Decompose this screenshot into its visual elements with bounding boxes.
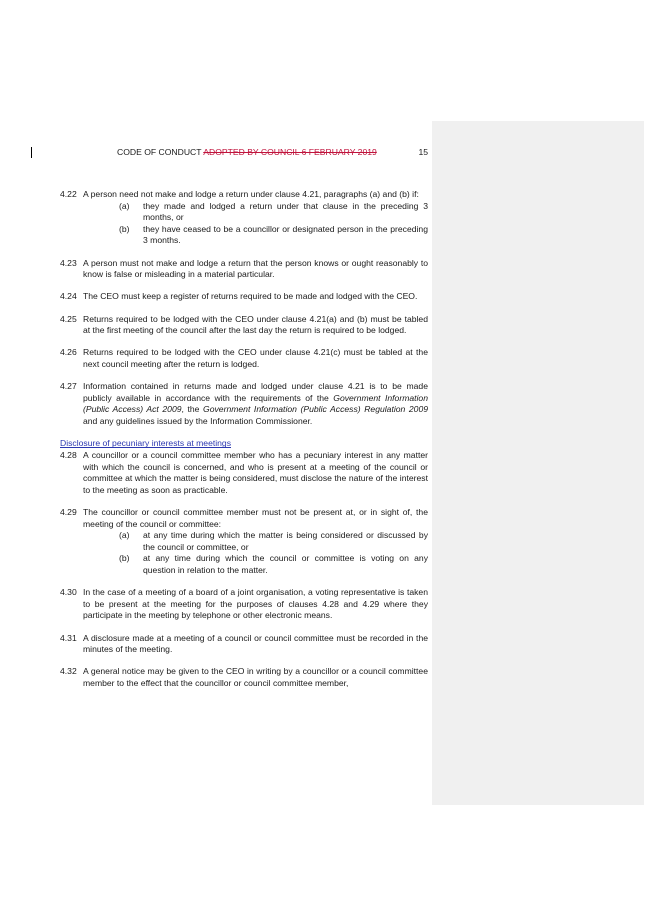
clause-text: Returns required to be lodged with the CEO under clause 4.21(c) must be tabled at the next council meeting after the return is lodged. (83, 347, 428, 369)
document-body (60, 189, 428, 700)
clause-number: 4.25 (60, 313, 77, 324)
clause-text: The CEO must keep a register of returns required to be made and lodged with the CEO. (83, 291, 418, 302)
section-heading: Disclosure of pecuniary interests at meetings (60, 438, 231, 449)
clause-number: 4.22 (60, 189, 77, 199)
page-number: 15 (418, 147, 428, 157)
clause-number: 4.30 (60, 587, 77, 598)
clause-number: 4.29 (60, 507, 77, 518)
clause-number: 4.27 (60, 381, 77, 392)
clause-4-32 (60, 666, 428, 689)
clause-4-23 (60, 258, 428, 281)
clause-text: A person need not make and lodge a return under clause 4.21, paragraphs (a) and (b) if: (83, 189, 419, 199)
clause-number: 4.28 (60, 450, 77, 461)
clause-4-26 (60, 347, 428, 370)
clause-text: Returns required to be lodged with the CEO under clause 4.21(a) and (b) must be tabled at the first meeting of the council after the last day the return is required to be lodged. (83, 313, 428, 336)
subclause-b: (b) at any time during which the council or committee is voting on any question in relation to the matter. (119, 553, 428, 575)
clause-4-29 (60, 507, 428, 577)
clause-number: 4.31 (60, 632, 77, 643)
comment-pane (432, 121, 644, 805)
clause-4-24 (60, 291, 428, 303)
clause-text: Information contained in returns made and lodged under clause 4.21 is to be made publicly available in accordance with the requirements of the Government Information (Public Access) Act 2009, the Government Information (Public Access) Regulation 2009 and any guidelines issued by the Information Commissioner. (83, 381, 429, 426)
clause-number: 4.26 (60, 347, 77, 358)
clause-4-30 (60, 587, 428, 622)
clause-4-22 (60, 189, 428, 247)
clause-text: A councillor or a council committee member who has a pecuniary interest in any matter with which the council is concerned, and who is present at a meeting of the council or committee at which the matter is being considered, must disclose the nature of the interest to the meeting as soon as practicable. (83, 450, 428, 495)
change-bar (31, 147, 32, 158)
header-title: CODE OF CONDUCT ADOPTED BY COUNCIL 6 FEBRUARY 2019 (117, 147, 377, 157)
subclause-a: (a) at any time during which the matter is being considered or discussed by the council or committee, or (119, 530, 428, 552)
clause-4-28 (60, 450, 428, 496)
clause-4-27 (60, 381, 428, 427)
deleted-text: ADOPTED BY COUNCIL 6 FEBRUARY 2019 (203, 147, 377, 157)
clause-4-25 (60, 314, 428, 337)
clause-text: A disclosure made at a meeting of a council or council committee must be recorded in the minutes of the meeting. (83, 632, 428, 655)
clause-number: 4.24 (60, 291, 77, 302)
subclause-a: (a) they made and lodged a return under that clause in the preceding 3 months, or (119, 200, 428, 223)
clause-number: 4.32 (60, 666, 77, 677)
clause-text: In the case of a meeting of a board of a joint organisation, a voting representative is taken to be present at the meeting for the purposes of clauses 4.28 and 4.29 where they participate in the meeting by telephone or other electronic means. (83, 587, 428, 621)
clause-4-31 (60, 633, 428, 656)
subclause-b: (b) they have ceased to be a councillor or designated person in the preceding 3 months. (119, 223, 428, 246)
clause-text: The councillor or council committee member must not be present at, or in sight of, the meeting of the council or committee: (83, 507, 428, 529)
clause-number: 4.23 (60, 257, 77, 268)
clause-text: A person must not make and lodge a return that the person knows or ought reasonably to know is false or misleading in a material particular. (83, 257, 428, 280)
clause-text: A general notice may be given to the CEO in writing by a councillor or a council committee member to the effect that the councillor or council committee member, (83, 666, 428, 688)
